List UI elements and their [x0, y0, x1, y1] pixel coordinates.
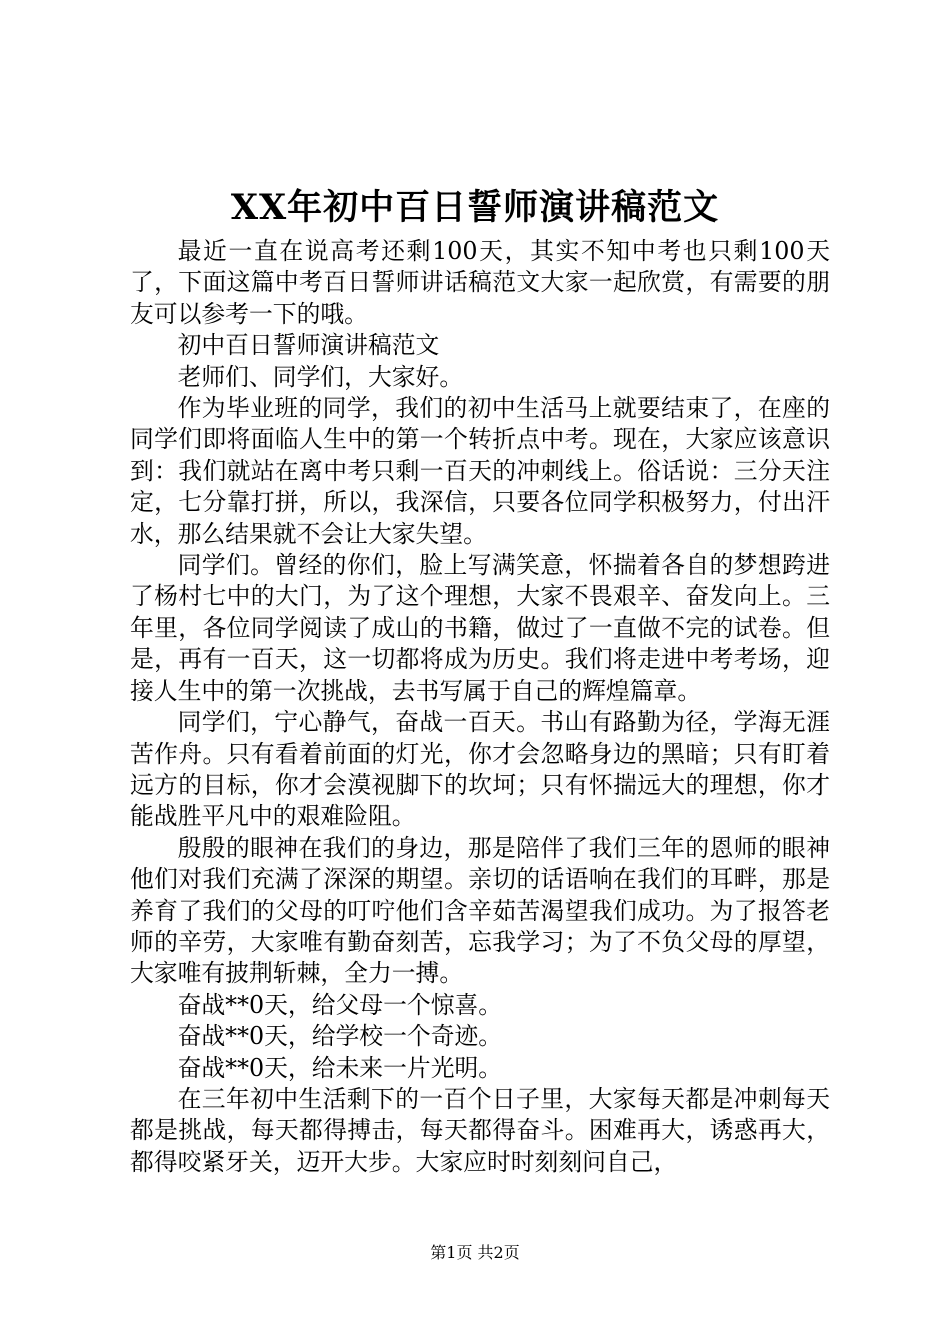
slogan-line: 奋战**0天，给父母一个惊喜。	[177, 990, 503, 1019]
paragraph-intro: 最近一直在说高考还剩100天，其实不知中考也只剩100天了，下面这篇中考百日誓师讲话稿范文大家一起欣赏，有需要的朋友可以参考一下的哦。	[130, 237, 830, 328]
paragraph: 同学们。曾经的你们，脸上写满笑意，怀揣着各自的梦想跨进了杨村七中的大门，为了这个理想，大家不畏艰辛、奋发向上。三年里，各位同学阅读了成山的书籍，做过了一直做不完的试卷。但是，再有一百天，这一切都将成为历史。我们将走进中考考场，迎接人生中的第一次挑战，去书写属于自己的辉煌篇章。	[130, 551, 830, 705]
page-footer: 第1页 共2页	[430, 1243, 520, 1262]
paragraph: 在三年初中生活剩下的一百个日子里，大家每天都是冲刺每天都是挑战，每天都得搏击，每天都得奋斗。困难再大，诱惑再大，都得咬紧牙关，迈开大步。大家应时时刻刻问自己，	[130, 1084, 830, 1176]
paragraph: 同学们，宁心静气，奋战一百天。书山有路勤为径，学海无涯苦作舟。只有看着前面的灯光，你才会忽略身边的黑暗；只有盯着远方的目标，你才会漠视脚下的坎坷；只有怀揣远大的理想，你才能战胜平凡中的艰难险阻。	[130, 708, 830, 831]
paragraph-greeting: 老师们、同学们，大家好。	[177, 362, 464, 391]
slogan-line: 奋战**0天，给学校一个奇迹。	[177, 1022, 503, 1051]
paragraph: 作为毕业班的同学，我们的初中生活马上就要结束了，在座的同学们即将面临人生中的第一个转折点中考。现在，大家应该意识到：我们就站在离中考只剩一百天的冲刺线上。俗话说：三分天注定，七分靠打拼，所以，我深信，只要各位同学积极努力，付出汗水，那么结果就不会让大家失望。	[130, 394, 830, 548]
paragraph-subtitle: 初中百日誓师演讲稿范文	[177, 331, 440, 360]
document-title: XX年初中百日誓师演讲稿范文	[230, 187, 720, 228]
slogan-line: 奋战**0天，给未来一片光明。	[177, 1053, 503, 1082]
document-body	[130, 236, 830, 1178]
paragraph: 殷殷的眼神在我们的身边，那是陪伴了我们三年的恩师的眼神他们对我们充满了深深的期望。亲切的话语响在我们的耳畔，那是养育了我们的父母的叮咛他们含辛茹苦渴望我们成功。为了报答老师的辛劳，大家唯有勤奋刻苦，忘我学习；为了不负父母的厚望，大家唯有披荆斩棘，全力一搏。	[130, 833, 830, 988]
